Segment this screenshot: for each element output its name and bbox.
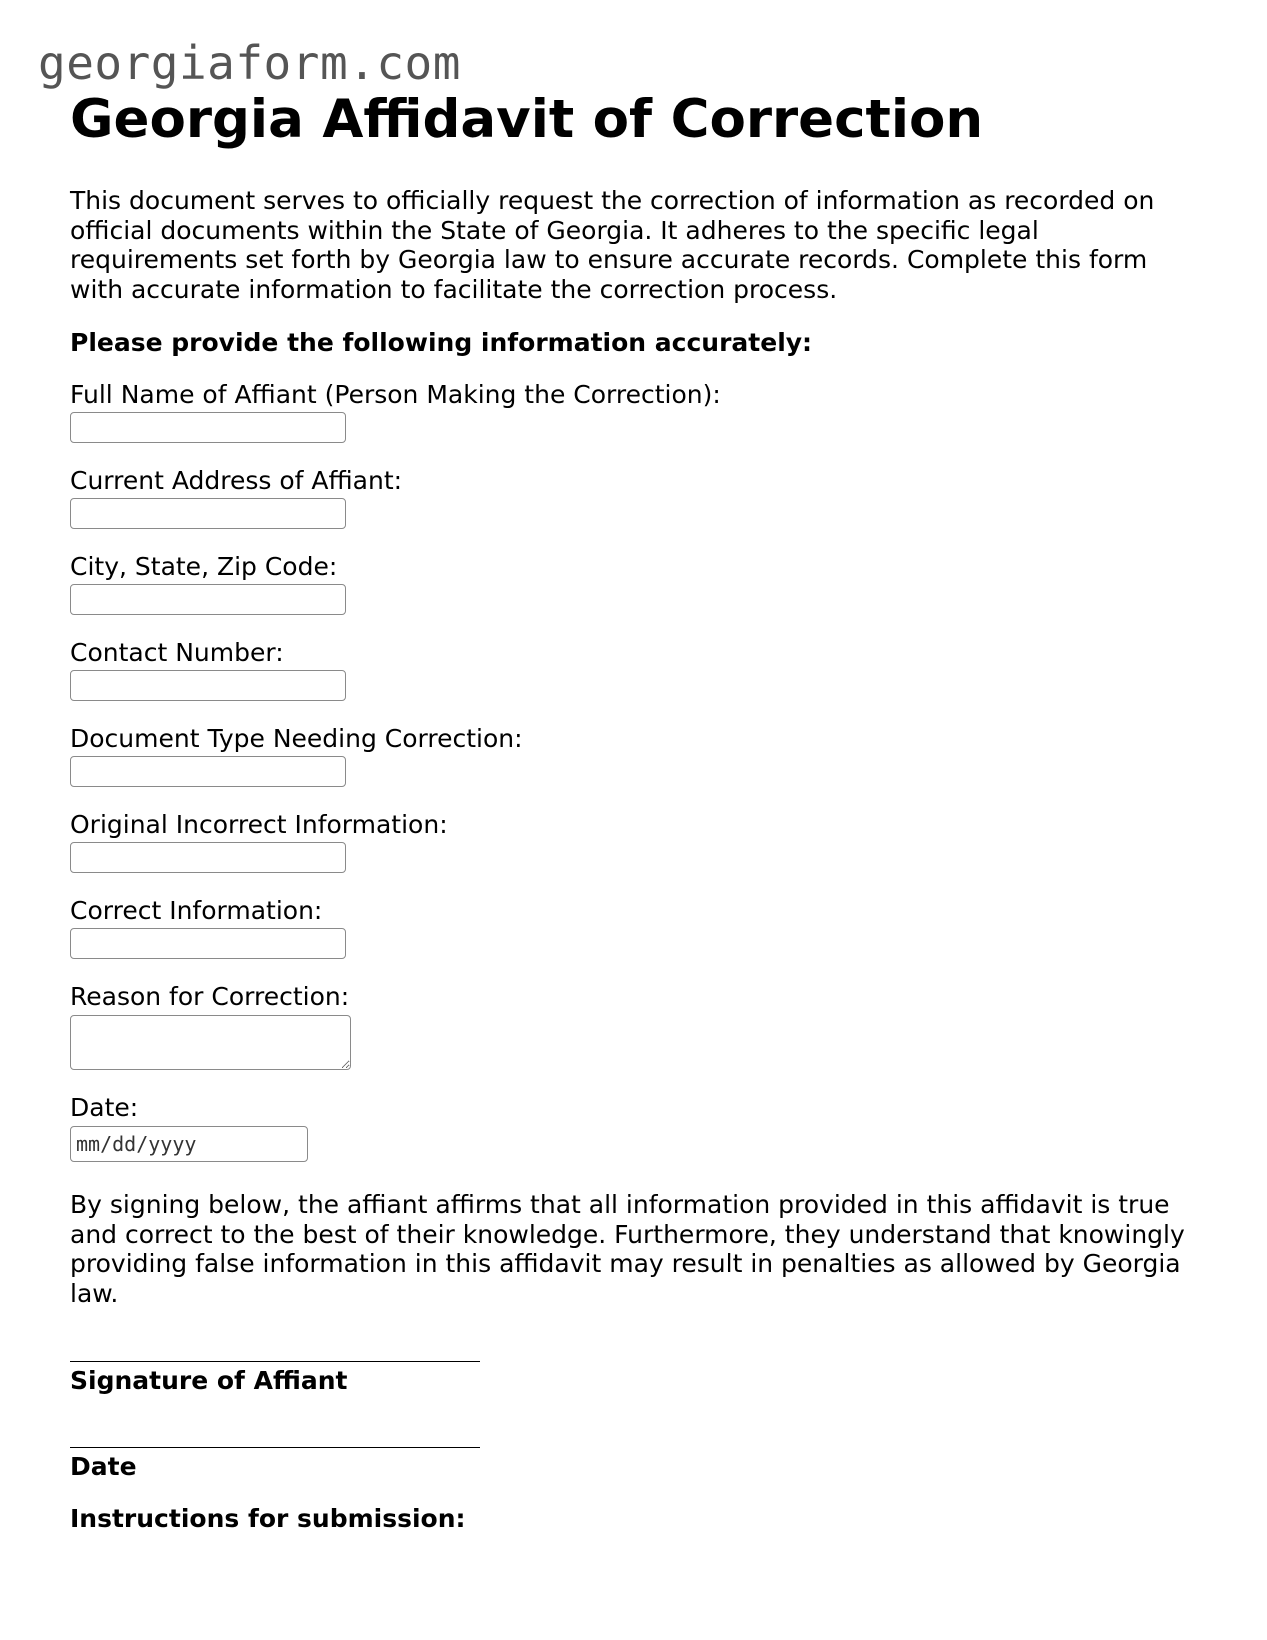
full-name-label: Full Name of Affiant (Person Making the Correction): [70,380,721,409]
city-state-zip-field [70,552,1200,615]
correct-info-field [70,896,1200,959]
page-title: Georgia Affidavit of Correction [70,89,984,150]
city-state-zip-input[interactable] [70,584,346,615]
original-info-field [70,810,1200,873]
instruction-heading: Please provide the following information accurately: [70,328,813,357]
date-field [70,1093,1200,1162]
contact-number-input[interactable] [70,670,346,701]
date-input[interactable]: mm/dd/yyyy [70,1126,308,1162]
submission-heading: Instructions for submission: [70,1504,466,1533]
affidavit-form [70,88,1200,1534]
signature-date-label: Date [70,1452,137,1481]
signature-date-block [70,1429,1200,1482]
document-type-input[interactable] [70,756,346,787]
signature-label: Signature of Affiant [70,1366,348,1395]
city-state-zip-label: City, State, Zip Code: [70,552,338,581]
address-label: Current Address of Affiant: [70,466,403,495]
document-type-field [70,724,1200,787]
contact-number-label: Contact Number: [70,638,284,667]
address-input[interactable] [70,498,346,529]
contact-number-field [70,638,1200,701]
signature-block [70,1343,1200,1396]
reason-field [70,982,1200,1070]
signature-date-line [70,1429,480,1448]
site-watermark: georgiaform.com [38,36,461,90]
affirmation-paragraph: By signing below, the affiant affirms that all information provided in this affidavit is true and correct to the best of their knowledge. Furthermore, they understand that knowingly providing false information in this affidavit may result in penalties as allowed by Georgia law. [70,1190,1185,1308]
original-info-input[interactable] [70,842,346,873]
address-field [70,466,1200,529]
date-label: Date: [70,1093,139,1122]
full-name-field [70,380,1200,443]
reason-label: Reason for Correction: [70,982,350,1011]
full-name-input[interactable] [70,412,346,443]
correct-info-input[interactable] [70,928,346,959]
document-type-label: Document Type Needing Correction: [70,724,523,753]
original-info-label: Original Incorrect Information: [70,810,448,839]
correct-info-label: Correct Information: [70,896,323,925]
intro-paragraph: This document serves to officially request the correction of information as recorded on official documents within the State of Georgia. It adheres to the specific legal requirements set forth by Georgia law to ensure accurate records. Complete this form with accurate information to facilitate the correction process. [70,186,1155,304]
reason-textarea[interactable] [70,1015,351,1070]
signature-line [70,1343,480,1362]
